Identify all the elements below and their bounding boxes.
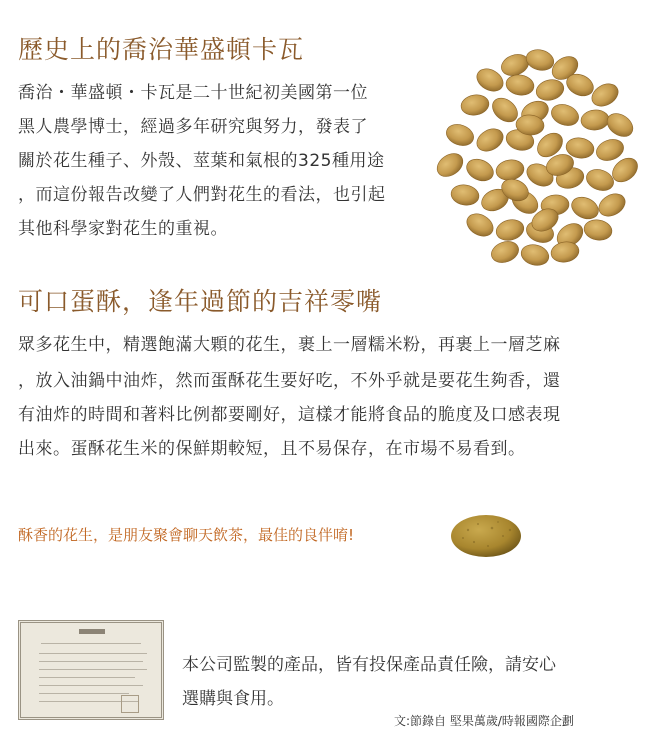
section2-line: 出來。蛋酥花生米的保鮮期較短，且不易保存，在市場不易看到。 bbox=[18, 439, 526, 459]
single-peanut-image bbox=[448, 510, 526, 560]
peanut bbox=[519, 242, 551, 269]
peanut bbox=[595, 189, 629, 220]
section2-line: 眾多花生中，精選飽滿大顆的花生，裹上一層糯米粉，再裹上一層芝麻 bbox=[18, 335, 561, 355]
certificate-stamp bbox=[121, 695, 139, 713]
peanut bbox=[494, 217, 526, 244]
peanut bbox=[548, 101, 581, 129]
peanut bbox=[524, 47, 556, 74]
section1-line: 其他科學家對花生的重視。 bbox=[18, 219, 228, 239]
peanut bbox=[463, 155, 497, 185]
source-credit: 文:節錄自 堅果萬歲/時報國際企劃 bbox=[394, 714, 574, 728]
section2-line: 有油炸的時間和著料比例都要剛好，這樣才能將食品的脆度及口感表現 bbox=[18, 405, 561, 425]
peanut bbox=[504, 73, 535, 98]
peanut bbox=[534, 77, 566, 104]
peanut bbox=[580, 109, 610, 131]
peanut bbox=[463, 209, 497, 240]
peanut bbox=[494, 158, 525, 183]
peanut-pile-image bbox=[420, 40, 640, 270]
section2-line: ，放入油鍋中油炸，然而蛋酥花生要好吃，不外乎就是要花生夠香，還 bbox=[18, 371, 561, 391]
peanut bbox=[459, 93, 490, 118]
peanut bbox=[443, 121, 476, 149]
section1-line: 關於花生種子、外殼、莖葉和氣根的325種用途 bbox=[18, 151, 385, 171]
section2-title: 可口蛋酥，逢年過節的吉祥零嘴 bbox=[18, 287, 383, 316]
peanut bbox=[473, 124, 507, 155]
peanut bbox=[603, 109, 637, 141]
section1-title: 歷史上的喬治華盛頓卡瓦 bbox=[18, 35, 305, 64]
section1-line: 喬治・華盛頓・卡瓦是二十世紀初美國第一位 bbox=[18, 83, 368, 103]
section1-line: ，而這份報告改變了人們對花生的看法，也引起 bbox=[18, 185, 386, 205]
insurance-note-line: 本公司監製的產品，皆有投保產品責任險，請安心 bbox=[182, 655, 556, 675]
peanut bbox=[568, 193, 602, 223]
peanut bbox=[488, 238, 521, 266]
insurance-note-line: 選購與食用。 bbox=[182, 689, 284, 709]
tagline: 酥香的花生，是朋友聚會聊天飲茶，最佳的良伴唷! bbox=[18, 526, 355, 544]
peanut bbox=[433, 149, 467, 181]
peanut bbox=[583, 166, 616, 194]
certificate-image bbox=[18, 620, 164, 720]
section1-line: 黑人農學博士，經過多年研究與努力，發表了 bbox=[18, 117, 368, 137]
peanut bbox=[582, 218, 613, 243]
peanut bbox=[449, 183, 480, 208]
peanut bbox=[588, 79, 622, 110]
certificate-seal bbox=[79, 629, 105, 634]
